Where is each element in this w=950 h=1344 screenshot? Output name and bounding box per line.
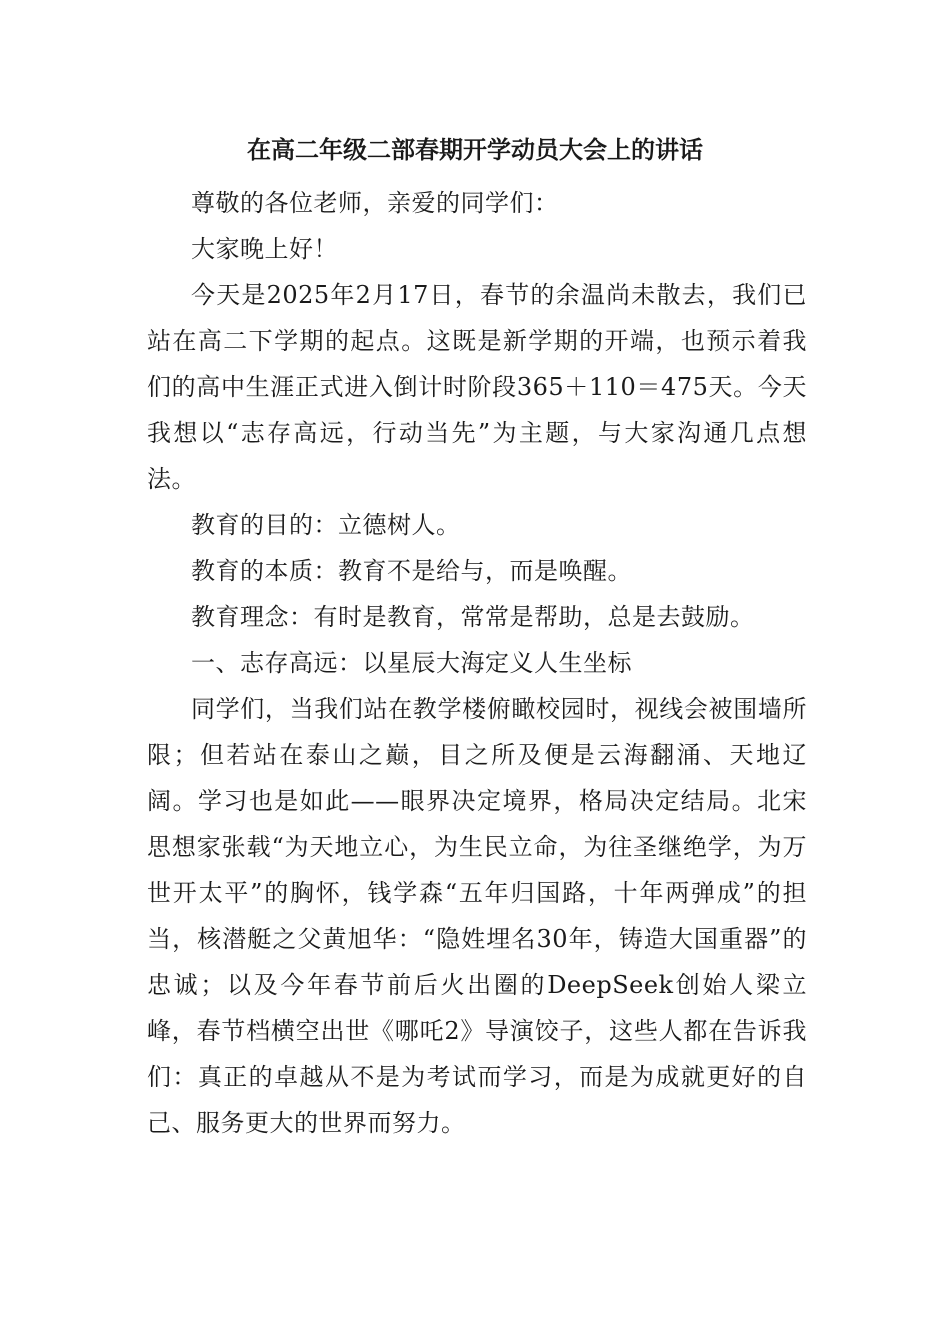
education-aim-paragraph: 教育的目的：立德树人。 <box>191 511 461 539</box>
intro-paragraph: 今天是2025年2月17日，春节的余温尚未散去，我们已站在高二下学期的起点。这既是新学期的开端，也预示着我们的高中生涯正式进入倒计时阶段365＋110＝475天。今天我想以“志存高远，行动当先”为主题，与大家沟通几点想法。 <box>147 281 807 493</box>
education-essence-paragraph: 教育的本质：教育不是给与，而是唤醒。 <box>191 557 632 585</box>
section-one-body-paragraph: 同学们，当我们站在教学楼俯瞰校园时，视线会被围墙所限；但若站在泰山之巅，目之所及便是云海翻涌、天地辽阔。学习也是如此——眼界决定境界，格局决定结局。北宋思想家张载“为天地立心，为生民立命，为往圣继绝学，为万世开太平”的胸怀，钱学森“五年归国路，十年两弹成”的担当，核潜艇之父黄旭华：“隐姓埋名30年，铸造大国重器”的忠诚；以及今年春节前后火出圈的DeepSeek创始人梁立峰，春节档横空出世《哪吒2》导演饺子，这些人都在告诉我们：真正的卓越从不是为考试而学习，而是为成就更好的自己、服务更大的世界而努力。 <box>147 695 807 1137</box>
salutation-paragraph: 尊敬的各位老师，亲爱的同学们： <box>191 189 559 217</box>
section-one-heading: 一、志存高远：以星辰大海定义人生坐标 <box>191 649 632 677</box>
education-philosophy-paragraph: 教育理念：有时是教育，常常是帮助，总是去鼓励。 <box>191 603 755 631</box>
document-body <box>147 180 807 1146</box>
greeting-paragraph: 大家晚上好！ <box>191 235 338 263</box>
document-title: 在高二年级二部春期开学动员大会上的讲话 <box>247 135 703 164</box>
